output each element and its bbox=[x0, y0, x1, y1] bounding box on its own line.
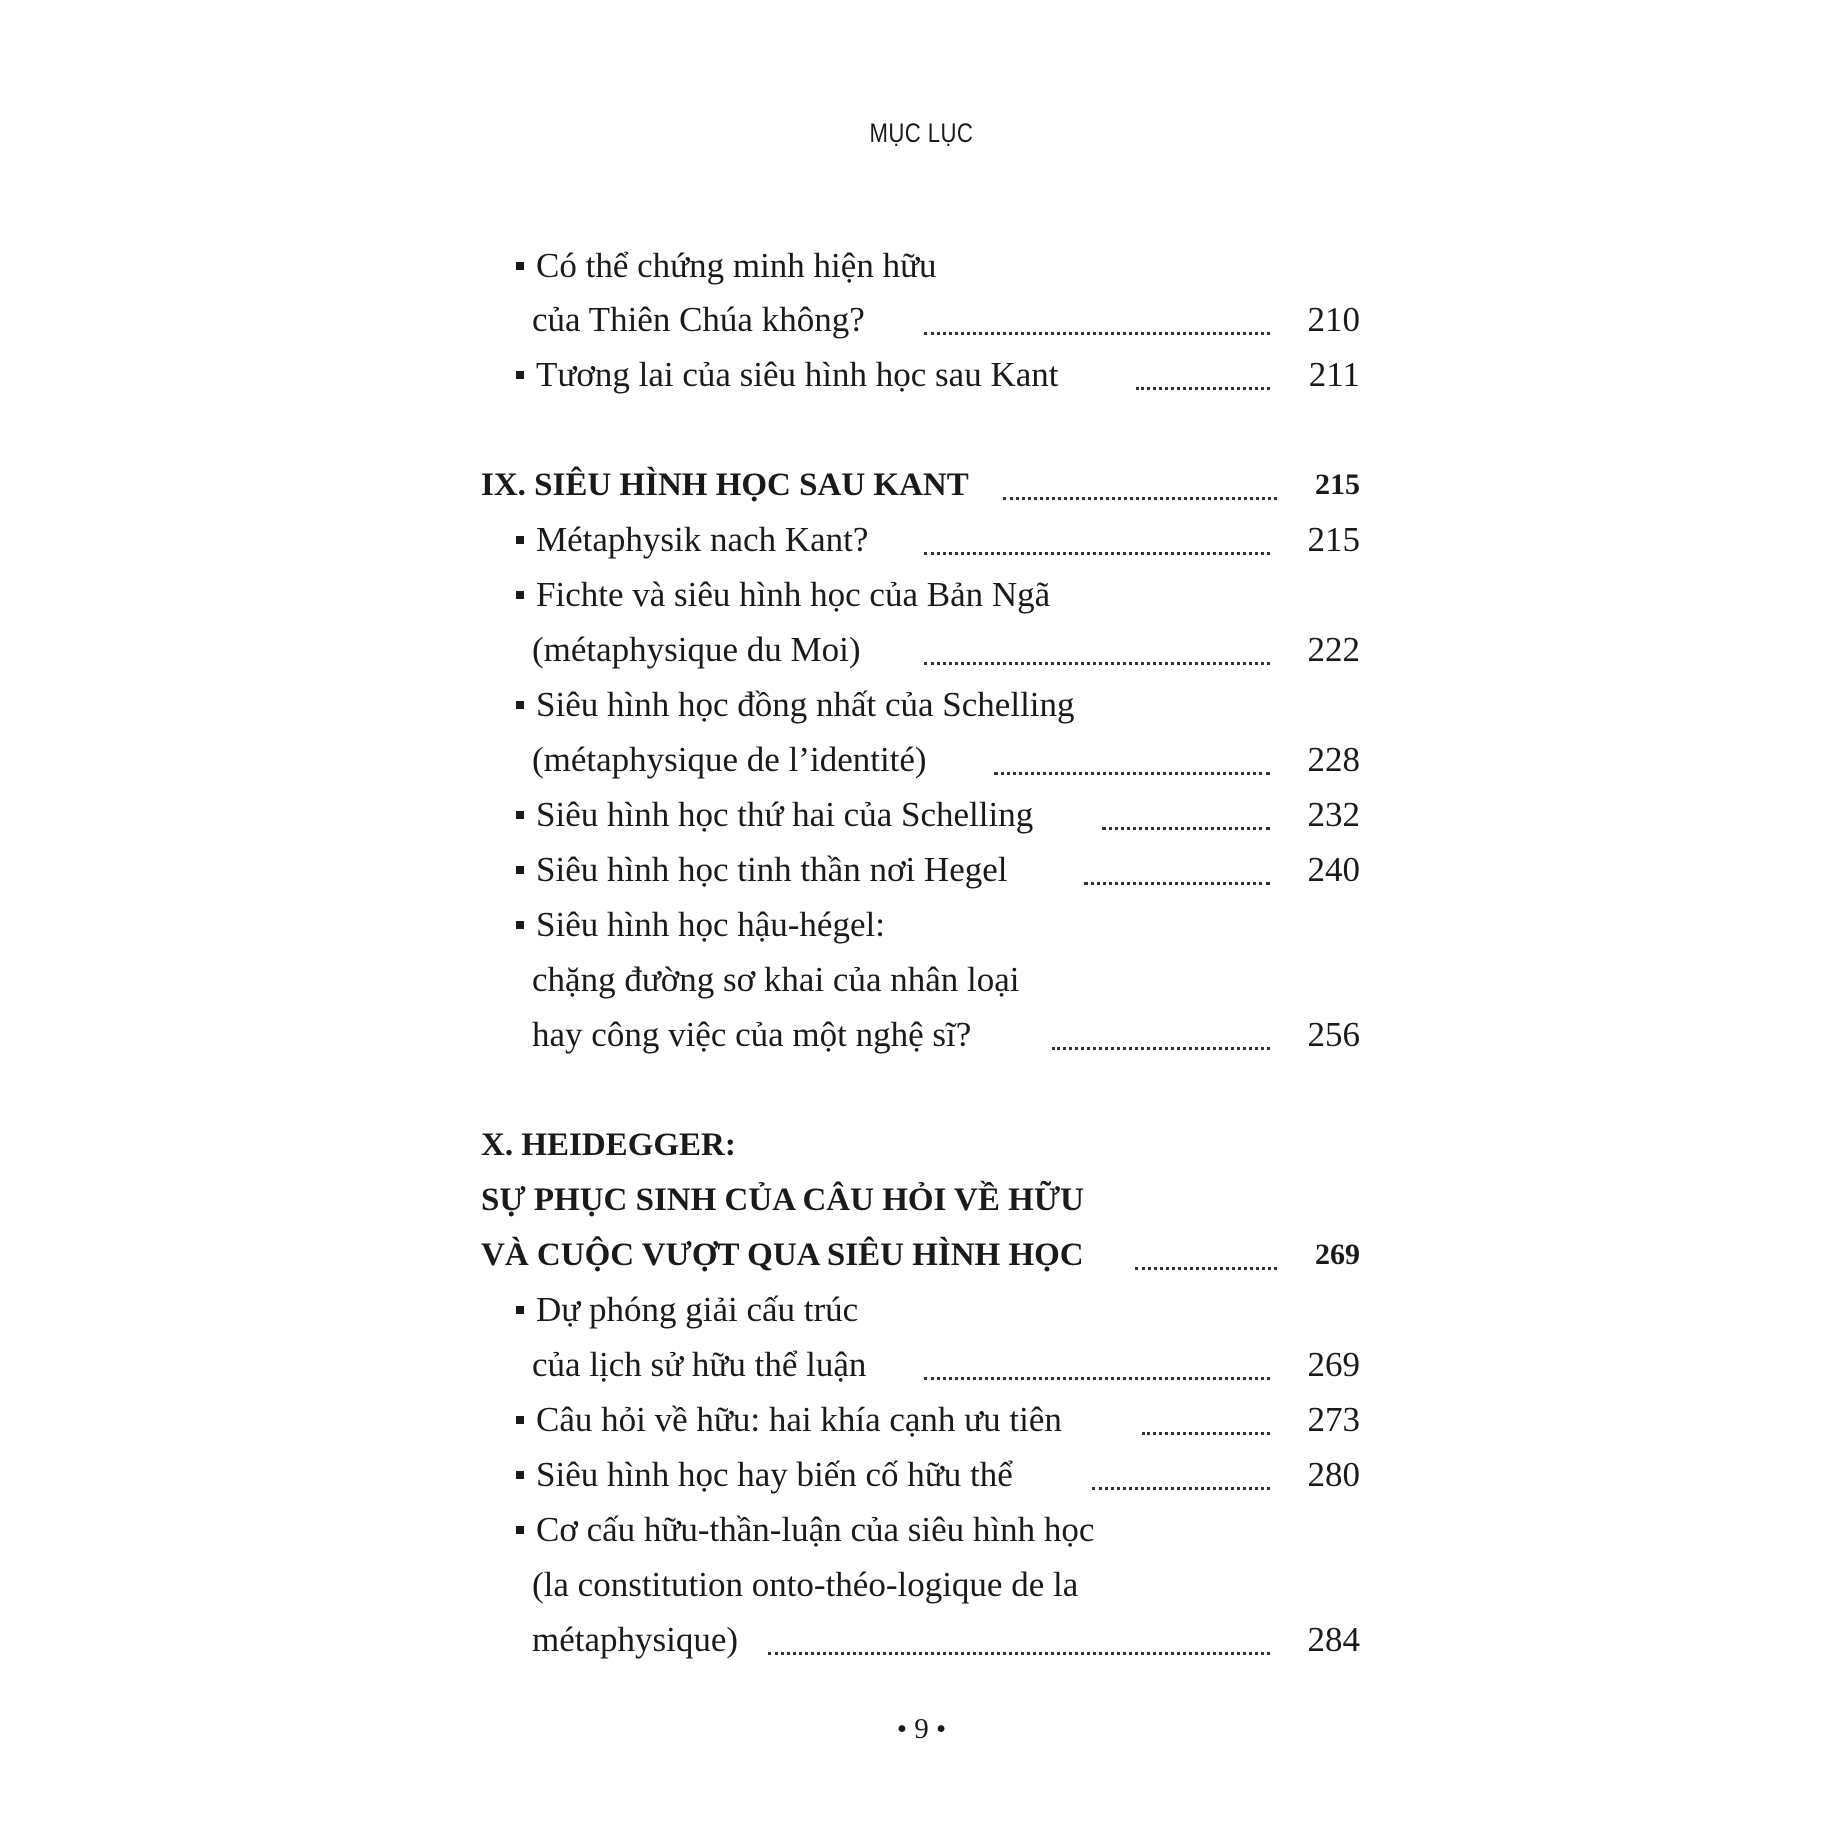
toc-page-number: 211 bbox=[1308, 355, 1360, 394]
toc-entry-line bbox=[516, 1287, 858, 1333]
toc-entry-line bbox=[516, 517, 868, 563]
toc-entry-line bbox=[516, 352, 1059, 398]
toc-entry-text: Tương lai của siêu hình học sau Kant bbox=[536, 355, 1059, 394]
chapter-page-number: 215 bbox=[1315, 468, 1360, 501]
toc-page-number: 222 bbox=[1307, 630, 1360, 669]
dot-leader bbox=[924, 659, 1270, 665]
toc-entry-line bbox=[516, 682, 1075, 728]
toc-entry-line bbox=[532, 737, 927, 783]
bullet-icon bbox=[516, 1526, 524, 1534]
toc-page-number: 256 bbox=[1307, 1015, 1360, 1054]
toc-page-number: 273 bbox=[1307, 1400, 1360, 1439]
toc-entry-text: Siêu hình học thứ hai của Schelling bbox=[536, 795, 1034, 834]
chapter-page-number: 269 bbox=[1315, 1238, 1360, 1271]
dot-leader bbox=[1092, 1484, 1270, 1490]
toc-entry-line bbox=[532, 627, 861, 673]
page-header-title: MỤC LỤC bbox=[869, 118, 974, 148]
dot-leader bbox=[1052, 1044, 1270, 1050]
chapter-title: IX. SIÊU HÌNH HỌC SAU KANT bbox=[481, 467, 969, 503]
chapter-title: SỰ PHỤC SINH CỦA CÂU HỎI VỀ HỮU bbox=[481, 1182, 1084, 1218]
toc-page-number: 284 bbox=[1307, 1620, 1360, 1659]
toc-page-number: 240 bbox=[1307, 850, 1360, 889]
toc-entry-line bbox=[532, 1617, 738, 1663]
dot-leader bbox=[924, 549, 1270, 555]
toc-entry-text: (métaphysique de l’identité) bbox=[532, 740, 927, 779]
toc-page-number: 210 bbox=[1307, 300, 1360, 339]
dot-leader bbox=[1102, 824, 1270, 830]
chapter-title: X. HEIDEGGER: bbox=[481, 1127, 736, 1163]
toc-page-number: 228 bbox=[1307, 740, 1360, 779]
toc-entry-text: chặng đường sơ khai của nhân loại bbox=[532, 960, 1020, 999]
toc-entry-line bbox=[516, 792, 1033, 838]
toc-entry-line bbox=[516, 1452, 1013, 1498]
dot-leader bbox=[1003, 494, 1277, 500]
toc-entry-text: hay công việc của một nghệ sĩ? bbox=[532, 1015, 972, 1054]
dot-leader bbox=[1084, 879, 1270, 885]
toc-entry-line bbox=[516, 243, 937, 289]
toc-page-number: 232 bbox=[1307, 795, 1360, 834]
bullet-icon bbox=[516, 262, 524, 270]
bullet-icon bbox=[516, 536, 524, 544]
toc-page-number: 269 bbox=[1307, 1345, 1360, 1384]
toc-entry-text: Câu hỏi về hữu: hai khía cạnh ưu tiên bbox=[536, 1400, 1062, 1439]
toc-page-number: 215 bbox=[1307, 520, 1360, 559]
toc-entry-text: Siêu hình học hậu-hégel: bbox=[536, 905, 885, 944]
toc-entry-line bbox=[532, 1562, 1078, 1608]
dot-leader bbox=[924, 329, 1270, 335]
toc-entry-line bbox=[532, 297, 865, 343]
bullet-icon bbox=[516, 811, 524, 819]
dot-leader bbox=[768, 1649, 1270, 1655]
toc-entry-text: (métaphysique du Moi) bbox=[532, 630, 861, 669]
toc-entry-text: Siêu hình học hay biến cố hữu thể bbox=[536, 1455, 1013, 1494]
bullet-icon bbox=[516, 1306, 524, 1314]
toc-entry-text: Métaphysik nach Kant? bbox=[536, 520, 869, 559]
chapter-title: VÀ CUỘC VƯỢT QUA SIÊU HÌNH HỌC bbox=[481, 1237, 1084, 1273]
bullet-icon bbox=[516, 1471, 524, 1479]
dot-leader bbox=[924, 1374, 1270, 1380]
toc-entry-text: của Thiên Chúa không? bbox=[532, 300, 865, 339]
bullet-icon bbox=[516, 701, 524, 709]
toc-entry-text: Siêu hình học đồng nhất của Schelling bbox=[536, 685, 1075, 724]
toc-entry-line bbox=[532, 1012, 971, 1058]
toc-entry-text: Siêu hình học tinh thần nơi Hegel bbox=[536, 850, 1008, 889]
toc-entry-text: métaphysique) bbox=[532, 1620, 739, 1659]
toc-entry-text: Có thể chứng minh hiện hữu bbox=[536, 246, 937, 285]
bullet-icon bbox=[516, 921, 524, 929]
toc-entry-line bbox=[516, 1507, 1094, 1553]
bullet-icon bbox=[516, 591, 524, 599]
toc-entry-line bbox=[516, 902, 885, 948]
bullet-icon bbox=[516, 1416, 524, 1424]
toc-entry-text: Cơ cấu hữu-thần-luận của siêu hình học bbox=[536, 1510, 1095, 1549]
toc-entry-text: Dự phóng giải cấu trúc bbox=[536, 1290, 859, 1329]
bullet-icon bbox=[516, 866, 524, 874]
toc-entry-text: của lịch sử hữu thể luận bbox=[532, 1345, 867, 1384]
page-footer-number: • 9 • bbox=[896, 1713, 947, 1745]
toc-entry-text: Fichte và siêu hình học của Bản Ngã bbox=[536, 575, 1051, 614]
toc-entry-text: (la constitution onto-théo-logique de la bbox=[532, 1565, 1079, 1604]
toc-page-number: 280 bbox=[1307, 1455, 1360, 1494]
dot-leader bbox=[994, 769, 1270, 775]
toc-entry-line bbox=[532, 1342, 866, 1388]
toc-entry-line bbox=[532, 957, 1020, 1003]
bullet-icon bbox=[516, 371, 524, 379]
toc-entry-line bbox=[516, 572, 1050, 618]
toc-entry-line bbox=[516, 847, 1008, 893]
toc-entry-line bbox=[516, 1397, 1062, 1443]
